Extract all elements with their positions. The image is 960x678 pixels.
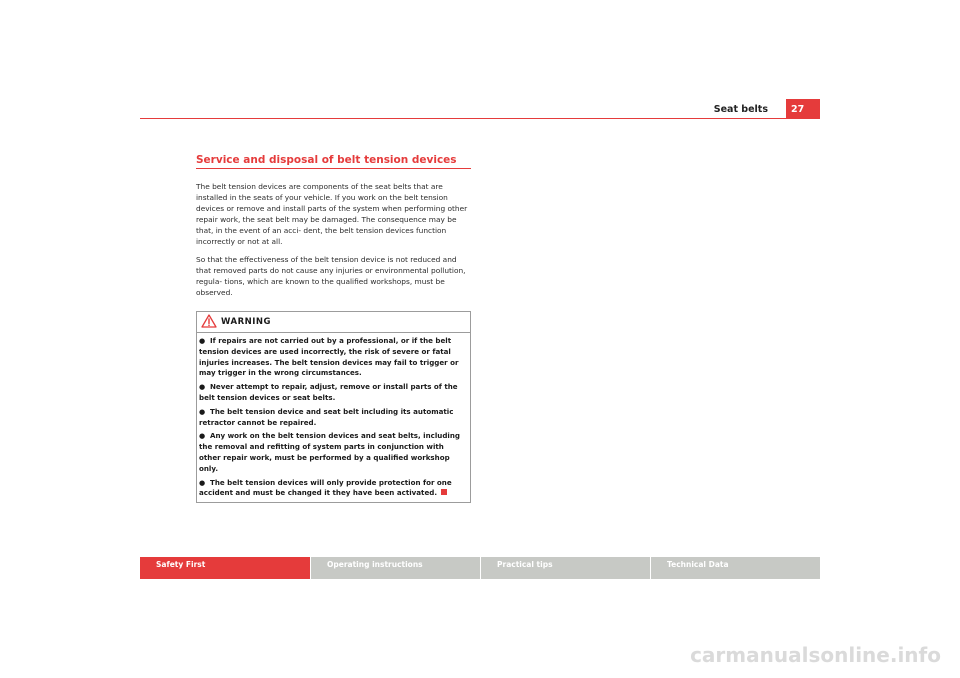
tab-technical-data[interactable] [650,557,820,579]
body-paragraph-2: So that the effectiveness of the belt tension device is not reduced and that removed parts do not cause any injuries or environmental pollution, regula- tions, which are known to the qualified workshops, must be observed. [196,255,466,297]
tab-practical-tips[interactable] [480,557,650,579]
warning-header [197,312,470,333]
warning-item-text: If repairs are not carried out by a professional, or if the belt tension devices are used incorrectly, the risk of severe or fatal injuries increases. The belt tension devices may fail to trigger or may trigger in the wrong circumstances. [199,336,459,378]
bullet-icon: ● [199,406,206,416]
warning-item-text: The belt tension devices will only provide protection for one accident and must be changed it they have been activated. [199,477,452,498]
page-header [140,99,820,119]
warning-item-text: The belt tension device and seat belt including its automatic retractor cannot be repaired. [199,406,454,427]
page-number: 27 [791,104,805,115]
bullet-icon: ● [199,431,206,441]
body-paragraph-1: The belt tension devices are components of the seat belts that are installed in the seats of your vehicle. If you work on the belt tension devices or remove and install parts of the system when performing other repair work, the seat belt may be damaged. The consequence may be that, in the event of an acci- dent, the belt tension devices function incorrectly or not at all. [196,182,468,246]
header-rule [140,118,820,119]
tab-label: Technical Data [667,560,729,569]
bullet-icon: ● [199,336,206,345]
section-title: Service and disposal of belt tension devices [196,154,471,169]
warning-item [199,407,467,429]
tab-safety-first[interactable] [140,557,310,579]
watermark: carmanualsonline.info [690,643,941,667]
tab-label: Practical tips [497,560,553,569]
footer-nav [140,557,820,579]
warning-item [199,336,467,379]
warning-item [199,431,467,474]
warning-triangle-icon [201,314,217,328]
bullet-icon: ● [199,477,206,487]
bullet-icon: ● [199,382,206,392]
tab-operating-instructions[interactable] [310,557,480,579]
warning-item-text: Never attempt to repair, adjust, remove or install parts of the belt tension devices or seat belts. [199,382,458,402]
end-of-section-icon [441,489,447,495]
tab-label: Operating instructions [327,560,423,569]
main-content [196,154,471,503]
tab-label: Safety First [156,560,206,569]
warning-title: WARNING [221,317,271,327]
warning-item [199,478,467,500]
warning-box [196,311,471,503]
warning-body [197,333,470,502]
chapter-title: Seat belts [713,104,768,115]
warning-item-text: Any work on the belt tension devices and seat belts, including the removal and refitting of system parts in conjunction with other repair work, must be performed by a qualified workshop only. [199,431,460,473]
warning-item [199,382,467,404]
page-number-box [786,99,820,119]
